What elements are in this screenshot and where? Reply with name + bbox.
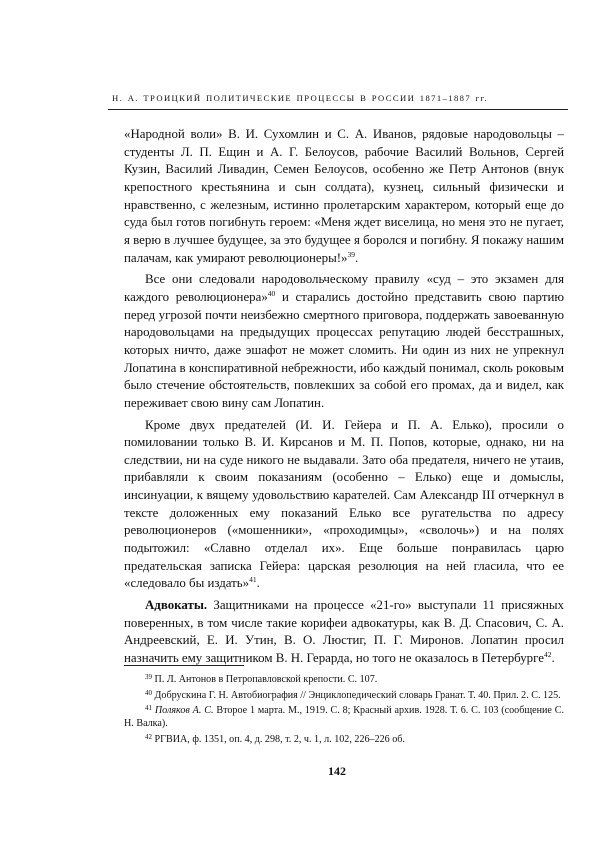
footnote-number: 41 [145,704,152,713]
footnote-text: Второе 1 марта. М., 1919. С. 8; Красный архив. 1928. Т. 6. С. 103 (сообщение С. Н. Валка). [124,705,565,730]
paragraph-1-text: «Народной воли» В. И. Сухомлин и С. А. Иванов, рядовые народовольцы – студенты Л. П. Ещин и А. Г. Белоусов, рабочие Василий Вольнов, Сергей Кузин, Василий Ливадин, Семен Белоусов, особенно же Петр Антонов (внук крепостного крестьянина и сын солдата), кузнец, сильный физически и нравственно, с железным, истинно пролетарским характером, который еще до суда был готов погибнуть героем: «Меня ждет виселица, но меня это не пугает, я верю в лучшее будущее, за это будущее я боролся и погибну. Я покажу нашим палачам, как умирают революционеры!» [124,127,564,265]
footnote-number: 40 [145,688,152,697]
footnote-41 [124,702,564,730]
footnote-40 [124,687,564,702]
main-text [124,126,564,668]
paragraph-2-text-a: Все они следовали народовольческому правилу «суд – это экзамен для каждого революционера» [124,272,564,304]
footnote-number: 42 [145,732,152,741]
footnote-text: П. Л. Антонов в Петропавловской крепости. С. 107. [154,674,378,685]
paragraph-3-text: Кроме двух предателей (И. И. Гейера и П. А. Елько), просили о помиловании только В. И. Кирсанов и М. П. Попов, которые, однако, ни на следствии, ни на суде никого не выдавали. Зато оба предателя, ничего не утаив, прибавляли к своим показаниям (особенно – Елько) еще и домыслы, инсинуации, к вящему удовольствию карателей. Сам Александр III отчеркнул в тексте доложенных ему показаний Елько все ругательства по адресу революционеров («мошенники», «проходимцы», «сволочь») и на полях подытожил: «Славно отделал их». Еще больше понравилась царю предательская записка Гейера: царская резолюция на ней гласила, что ее «следовало бы издать» [124,417,564,591]
footnote-text: РГВИА, ф. 1351, оп. 4, д. 298, т. 2, ч. 1, л. 102, 226–226 об. [154,733,405,745]
footnote-ref-40[interactable]: 40 [267,288,276,298]
paragraph-3: Кроме двух предателей (И. И. Гейера и П. А. Елько), просили о помиловании только В. И. Кирсанов и М. П. Попов, которые, однако, ни на следствии, ни на суде никого не выдавали. Зато оба предателя, ничего не утаив, прибавляли к своим показаниям (особенно – Елько) еще и домыслы, инсинуации, к вящему удовольствию карателей. Сам Александр III отчеркнул в тексте доложенных ему показаний Елько все ругательства по адресу революционеров («мошенники», «проходимцы», «сволочь») и на полях подытожил: «Славно отделал их». Еще больше понравилась царю предательская записка Гейера: царская резолюция на ней гласила, что ее «следовало бы издать»$^{41}$. [124,417,564,591]
footnotes [124,671,564,746]
footnote-rule [124,665,244,666]
footnote-author: Поляков А. С. [154,705,214,717]
page-number: 142 [328,764,346,778]
footnote-ref-42[interactable]: 42 [543,650,552,660]
footnote-number: 39 [145,673,152,681]
paragraph-2 [124,271,564,412]
running-header: Н. А. ТРОИЦКИЙ ПОЛИТИЧЕСКИЕ ПРОЦЕССЫ В РОССИИ 1871–1887 гг. [112,93,489,103]
paragraph-4-text: Защитниками на процессе «21-го» выступали 11 присяжных поверенных, в том числе такие корифеи адвокатуры, как В. Д. Спасович, С. А. Андреевский, Е. И. Утин, В. О. Люстиг, П. Г. Миронов. Лопатин просил назначить ему защитником В. Н. Герарда, но того не оказалось в Петербурге [124,598,564,666]
paragraph-2-text-b: и старались достойно представить свою партию перед угрозой почти неизбежно смертного приговора, поддержать завоеванную народовольцами на предыдущих процессах репутацию людей бесстрашных, которых ничто, даже эшафот не может сломить. Ни один из них не упрекнул Лопатина в конспиративной небрежности, ибо каждый понимал, сколь роковым было стечение обстоятельств, повлекших за собой его промах, да и видел, как переживает свою вину сам Лопатин. [124,289,564,410]
footnote-42 [124,731,564,746]
section-heading-lawyers: Адвокаты. [145,598,208,613]
footnote-39 [124,671,564,686]
footnote-text: Добрускина Г. Н. Автобиография // Энциклопедический словарь Гранат. Т. 40. Прил. 2. С. 125. [154,689,561,701]
footnote-ref-41[interactable]: 41 [249,575,257,585]
footnote-ref-39[interactable]: 39 [347,249,355,259]
header-rule [108,109,568,110]
paragraph-4: Адвокаты. Защитниками на процессе «21-го» выступали 11 присяжных поверенных, в том числе такие корифеи адвокатуры, как В. Д. Спасович, С. А. Андреевский, Е. И. Утин, В. О. Люстиг, П. Г. Миронов. Лопатин просил назначить ему защитником В. Н. Герарда, но того не оказалось в Петербурге$^{42}$. [124,598,564,666]
paragraph-1: «Народной воли» В. И. Сухомлин и С. А. Иванов, рядовые народовольцы – студенты Л. П. Ещин и А. Г. Белоусов, рабочие Василий Вольнов, Сергей Кузин, Василий Ливадин, Семен Белоусов, особенно же Петр Антонов (внук крепостного крестьянина и сын солдата), кузнец, сильный физически и нравственно, с железным, истинно пролетарским характером, который еще до суда был готов погибнуть героем: «Меня ждет виселица, но меня это не пугает, я верю в лучшее будущее, за это будущее я боролся и погибну. Я покажу нашим палачам, как умирают революционеры!»$^{39}$. [124,127,564,265]
